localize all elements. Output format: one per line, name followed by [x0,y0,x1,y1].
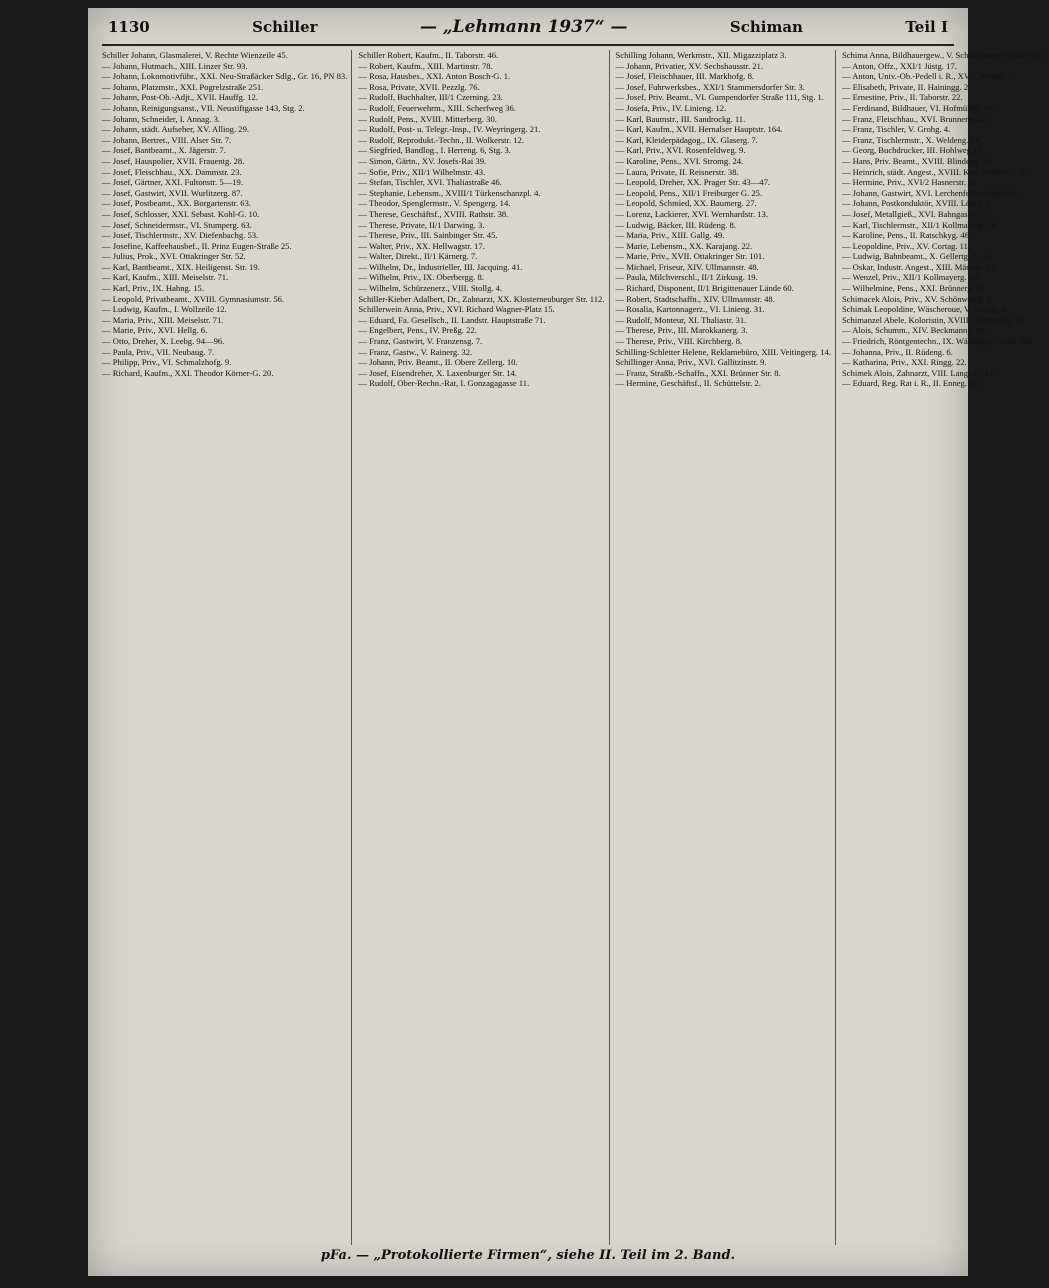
directory-entry: — Karl, Baumstr., III. Sandrockg. 11. [615,113,746,124]
directory-entry: — Siegfried, Bandlog., I. Herreng. 6, Stg. 3. [358,145,511,156]
directory-entry: Schilling-Schletter Helene, Reklamebüro, XIII. Veitingerg. 14. [615,346,831,357]
directory-entry: — Therese, Priv., III. Sainbinger Str. 45. [358,230,498,241]
directory-entry: — Julius, Prok., XVI. Ottakringer Str. 52. [102,251,246,262]
directory-entry: — Alois, Schumm., XIV. Beckmanng. 60. [841,325,987,336]
directory-entry: — Rudolf, Reprodukt.-Techn., II. Wolkerstr. 12. [358,134,524,145]
column-3 [616,50,836,1245]
directory-entry: — Karl, Kleiderpädagog., IX. Glaserg. 7. [615,134,758,145]
directory-entry: — Laura, Private, II. Reisnerstr. 38. [615,166,739,177]
directory-entry: Schimek Alois, Zahnarzt, VIII. Lange G. 13. [841,367,996,378]
directory-entry: — Johann, Platzmstr., XXI. Pogrelzstraße 251. [102,81,264,92]
directory-entry: — Leopoldine, Priv., XV. Cortag. 11. [841,240,971,251]
directory-entry: — Ludwig, Bahnbeamt., X. Gellertg. 7—9. [841,251,992,262]
directory-entry: — Anton, Univ.-Ob.-Pedell i. R., XVII. Pezzlg. 22. [841,71,1019,82]
directory-entry: — Johann, Privatier, XV. Sechshausstr. 21. [615,60,763,71]
directory-entry: — Franz, Gastw., V. Rainerg. 32. [358,346,473,357]
directory-entry: — Johann, Postkonduktör, XVIII. Löhrg. 7. [841,198,993,209]
directory-entry: — Karl, Tischlermstr., XII/1 Kollmayerg. 18. [841,219,998,230]
directory-entry: Schiller-Kieber Adalbert, Dr., Zahnarzt, XX. Klosterneuburger Str. 112. [358,293,605,304]
part-label: Teil I [905,18,948,36]
directory-entry: — Stephanie, Lebensm., XVIII/1 Türkenschanzpl. 4. [358,187,541,198]
directory-entry: — Marie, Priv., XVI. Hellg. 6. [102,325,208,336]
directory-entry: — Richard, Disponent, II/1 Brigittenauer Lände 60. [615,283,794,294]
directory-entry: Schimanzel Abele, Koloristin, XVIII. Theresieng. 36. [841,314,1027,325]
directory-entry: — Richard, Kaufm., XXI. Theodor Körner-G. 20. [102,367,274,378]
directory-entry: — Josef, Hauspolier, XVII. Frauentg. 28. [102,155,245,166]
header-rule [102,44,954,46]
directory-entry: — Josef, Eisendreher, X. Laxenburger Str. 14. [358,367,518,378]
directory-entry: — Marie, Lebensm., XX. Karajang. 22. [615,240,753,251]
directory-entry: — Karl, Priv., XVI. Rosenfeldweg. 9. [615,145,746,156]
directory-entry: Schiller Johann, Glasmalerei, V. Rechte Wienzeile 45. [102,50,288,60]
directory-entry: — Karoline, Pens., II. Ratschkyg. 46. [841,230,972,241]
directory-entry: — Wenzel, Priv., XII/1 Kollmayerg. 18. [841,272,980,283]
column-1 [102,50,352,1245]
directory-entry: — Maria, Priv., XIII. Meiselstr. 71. [102,314,224,325]
directory-entry: — Marie, Priv., XVII. Ottakringer Str. 101. [615,251,765,262]
column-2 [358,50,609,1245]
directory-entry: — Lorenz, Lackierer, XVI. Wernhardstr. 13. [615,208,768,219]
directory-entry: — Simon, Gärtn., XV. Josefs-Rai 39. [358,155,487,166]
directory-entry: — Leopold, Pens., XII/1 Freiburger G. 25. [615,187,763,198]
directory-entry: — Johann, Post-Ob.-Adjt., XVII. Hauffg. 12. [102,92,258,103]
directory-entry: Schimak Leopoldine, Wäscheroue, V. Storkg. 8. [841,304,1008,315]
directory-entry: — Josef, Gärtner, XXI. Fultonstr. 5—19. [102,177,243,188]
directory-entry: — Johann, Bertret., VIII. Alser Str. 7. [102,134,232,145]
directory-entry: — Wilhelm, Schürzenerz., VIII. Stollg. 4. [358,283,503,294]
directory-entry: — Wilhelmine, Pens., XXI. Brünnerg. 47. [841,283,987,294]
page-header [88,12,968,42]
directory-entry: Schilling Johann, Werkmstr., XII. Migazziplatz 3. [615,50,787,60]
directory-entry: — Karoline, Pens., XVI. Stromg. 24. [615,155,744,166]
directory-entry: — Katharina, Priv., XXI. Ringg. 22. [841,357,967,368]
directory-entry: Schillinger Anna, Priv., XVI. Gallitzinstr. 9. [615,357,767,368]
directory-entry: — Johann, Priv. Beamt., II. Obere Zellerg. 10. [358,357,518,368]
directory-entry: — Josefa, Priv., IV. Linieng. 12. [615,102,727,113]
directory-columns [102,50,1045,1245]
directory-entry: — Johann, städt. Aufseher, XV. Alliog. 29. [102,124,250,135]
directory-entry: — Karl, Bantbeamt., XIX. Heiligenst. Str. 19. [102,261,260,272]
directory-entry: Schimacek Alois, Priv., XV. Schönwaldg. 9. [841,293,994,304]
directory-entry: — Elisabeth, Private, II. Hainingg. 2. [841,81,971,92]
directory-entry: — Karl, Kaufm., XIII. Meiselstr. 71. [102,272,229,283]
directory-entry: — Engelbert, Pens., IV. Preßg. 22. [358,325,477,336]
directory-entry: — Rudolf, Monteur, XI. Thaliastr. 31. [615,314,747,325]
directory-entry: — Josef, Schlosser, XXI. Sebast. Kohl-G. 10. [102,208,260,219]
directory-entry: — Josef, Metallgieß., XVI. Bahngasse 72. [841,208,988,219]
directory-entry: — Franz, Gastwirt, V. Franzensg. 7. [358,336,483,347]
directory-entry: — Walter, Priv., XX. Hellwagstr. 17. [358,240,485,251]
directory-entry: — Franz, Fleischhau., XVI. Brunneng. 44. [841,113,989,124]
directory-entry: — Josef, Fleischhau., XX. Dammstr. 23. [102,166,242,177]
directory-entry: — Anton, Offz., XXI/1 Jüstg. 17. [841,60,957,71]
directory-entry: — Philipp, Priv., VI. Schmalzhofg. 9. [102,357,232,368]
directory-entry: — Josef, Schneidermstr., VI. Stumperg. 63. [102,219,252,230]
directory-entry: — Franz, Tischlermstr., X. Weldeng. 2A. [841,134,984,145]
left-keyword: Schiller [252,18,318,36]
directory-entry: — Therese, Priv., III. Marokkanerg. 3. [615,325,748,336]
directory-entry: — Johann, Hutmach., XIII. Linzer Str. 93. [102,60,248,71]
directory-entry: — Georg, Buchdrucker, III. Hohlweg 15. [841,145,984,156]
right-keyword: Schiman [729,18,803,36]
directory-entry: — Leopold, Schmied, XX. Baumerg. 27. [615,198,757,209]
directory-entry: — Walter, Direkt., II/1 Kärnerg. 7. [358,251,478,262]
directory-entry: — Josef, Gastwirt, XVII. Wurlitzerg. 87. [102,187,243,198]
directory-entry: — Sofie, Priv., XII/1 Wilhelmstr. 43. [358,166,486,177]
directory-entry: — Eduard, Reg. Rat i. R., II. Enneg. 18. [841,378,980,389]
directory-entry: — Ludwig, Kaufm., I. Wollzeile 12. [102,304,227,315]
directory-entry: — Paula, Milchverschl., II/1 Zirkusg. 19. [615,272,758,283]
directory-entry: — Otto, Dreher, X. Leebg. 94—96. [102,336,225,347]
directory-entry: — Theodor, Spenglermstr., V. Spengerg. 14. [358,198,511,209]
directory-entry: — Rosa, Hausbes., XXI. Anton Bosch-G. 1. [358,71,511,82]
directory-entry: — Josef, Fuhrwerksbes., XXI/1 Stammersdorfer Str. 3. [615,81,805,92]
directory-entry: — Josef, Priv. Beamt., VI. Gumpendorfer Straße 111, Stg. 1. [615,92,824,103]
directory-entry: — Johann, Gastwirt, XVI. Lerchenfelder Gürtel 16. [841,187,1020,198]
directory-entry: Schima Anna, Bildhauergew., V. Schönbrunner Straße 112. [841,50,1045,60]
directory-entry: — Karl, Priv., IX. Hahng. 15. [102,283,204,294]
page-footer: pFa. — „Protokollierte Firmen“, siehe II. Teil im 2. Band. [320,1248,736,1263]
directory-entry: — Johann, Schneider, I. Annag. 3. [102,113,221,124]
page-number: 1130 [108,18,150,36]
directory-entry: — Eduard, Fa. Gesellsch., II. Landstr. Hauptstraße 71. [358,314,546,325]
directory-entry: — Rudolf, Ober-Rechn.-Rat, I. Gonzagagasse 11. [358,378,530,389]
directory-entry: — Hermine, Geschäftsf., II. Schüttelstr. 2. [615,378,761,389]
directory-entry: — Ernestine, Priv., II. Taborstr. 22. [841,92,963,103]
directory-entry: — Josefine, Kaffeehausbef., II. Prinz Eugen-Straße 25. [102,240,292,251]
directory-entry: — Rudolf, Post- u. Telegr.-Insp., IV. Weyringerg. 21. [358,124,541,135]
directory-entry: Schiller Robert, Kaufm., II. Taborstr. 46. [358,50,499,60]
directory-entry: — Johanna, Priv., II. Rüdeng. 6. [841,346,953,357]
directory-entry: — Leopold, Privatbeamt., XVIII. Gymnasiumstr. 56. [102,293,285,304]
directory-entry: — Hermine, Priv., XVI/2 Hasnerstr. 81. [841,177,979,188]
directory-entry: — Wilhelm, Dr., Industrieller, III. Jacquing. 41. [358,261,523,272]
publication-title: — „Lehmann 1937“ — [419,17,628,37]
directory-entry: — Michael, Friseur, XIV. Ullmannstr. 48. [615,261,759,272]
directory-entry: — Franz, Tischler, V. Grohg. 4. [841,124,951,135]
directory-entry: — Johann, Reinigungsanst., VII. Neustiftgasse 143, Stg. 2. [102,102,305,113]
directory-entry: — Maria, Priv., XIII. Gallg. 49. [615,230,725,241]
directory-entry: — Franz, Straßb.-Schaffn., XXI. Brünner Str. 8. [615,367,781,378]
directory-entry: — Leopold, Dreher, XX. Prager Str. 43—47. [615,177,771,188]
column-4 [842,50,1049,1245]
directory-entry: — Paula, Priv., VII. Neubaug. 7. [102,346,215,357]
directory-entry: — Johann, Lokomotivführ., XXI. Neu-Straßäcker Sdlg., Gr. 16, PN 83. [102,71,348,82]
directory-entry: — Ludwig, Bäcker, III. Rüdeng. 8. [615,219,736,230]
directory-entry: — Oskar, Industr. Angest., XIII. Märzstr. 142. [841,261,1001,272]
directory-entry: — Robert, Stadtschaffn., XIV. Ullmannstr. 48. [615,293,775,304]
directory-entry: — Therese, Private, II/1 Darwing. 3. [358,219,485,230]
directory-entry: — Rosa, Private, XVII. Pezzlg. 76. [358,81,480,92]
directory-entry: — Therese, Geschäftsf., XVIII. Rathstr. 38. [358,208,509,219]
directory-entry: — Wilhelm, Priv., IX. Oberbergg. 8. [358,272,484,283]
directory-entry: — Ferdinand, Bildhauer, VI. Hofmühlg. 7A. [841,102,996,113]
directory-entry: — Heinrich, städt. Angest., XVIII. Karl Walther-G. 6. [841,166,1028,177]
directory-entry: — Stefan, Tischler, XVI. Thaliastraße 46. [358,177,502,188]
directory-entry: — Rudolf, Buchhalter, III/1 Czerning. 23. [358,92,503,103]
directory-entry: — Rudolf, Feuerwehrm., XIII. Scherfweg 36. [358,102,516,113]
directory-entry: — Rosalia, Kartonnagerz., VI. Linieng. 31. [615,304,765,315]
directory-entry: — Friedrich, Röntgentechn., IX. Währinger Gürtel 160. [841,336,1034,347]
directory-entry: — Josef, Fleischhauer, III. Markhofg. 8. [615,71,755,82]
directory-entry: — Karl, Kaufm., XVII. Hernalser Hauptstr. 164. [615,124,783,135]
directory-entry: Schillerwein Anna, Priv., XVI. Richard Wagner-Platz 15. [358,304,555,315]
directory-page [88,8,1045,1276]
directory-entry: — Hans, Priv. Beamt., XVIII. Blindeng. 36. [841,155,994,166]
directory-entry: — Josef, Postbeamt., XX. Borgartenstr. 63. [102,198,252,209]
directory-entry: — Josef, Tischlermstr., XV. Diefenbachg. 53. [102,230,259,241]
directory-entry: — Rudolf, Pens., XVIII. Mitterberg. 30. [358,113,497,124]
directory-entry: — Therese, Priv., VIII. Kirchberg. 8. [615,336,743,347]
directory-entry: — Josef, Bantbeamt., X. Jägerstr. 7. [102,145,226,156]
directory-entry: — Robert, Kaufm., XIII. Martinstr. 78. [358,60,493,71]
